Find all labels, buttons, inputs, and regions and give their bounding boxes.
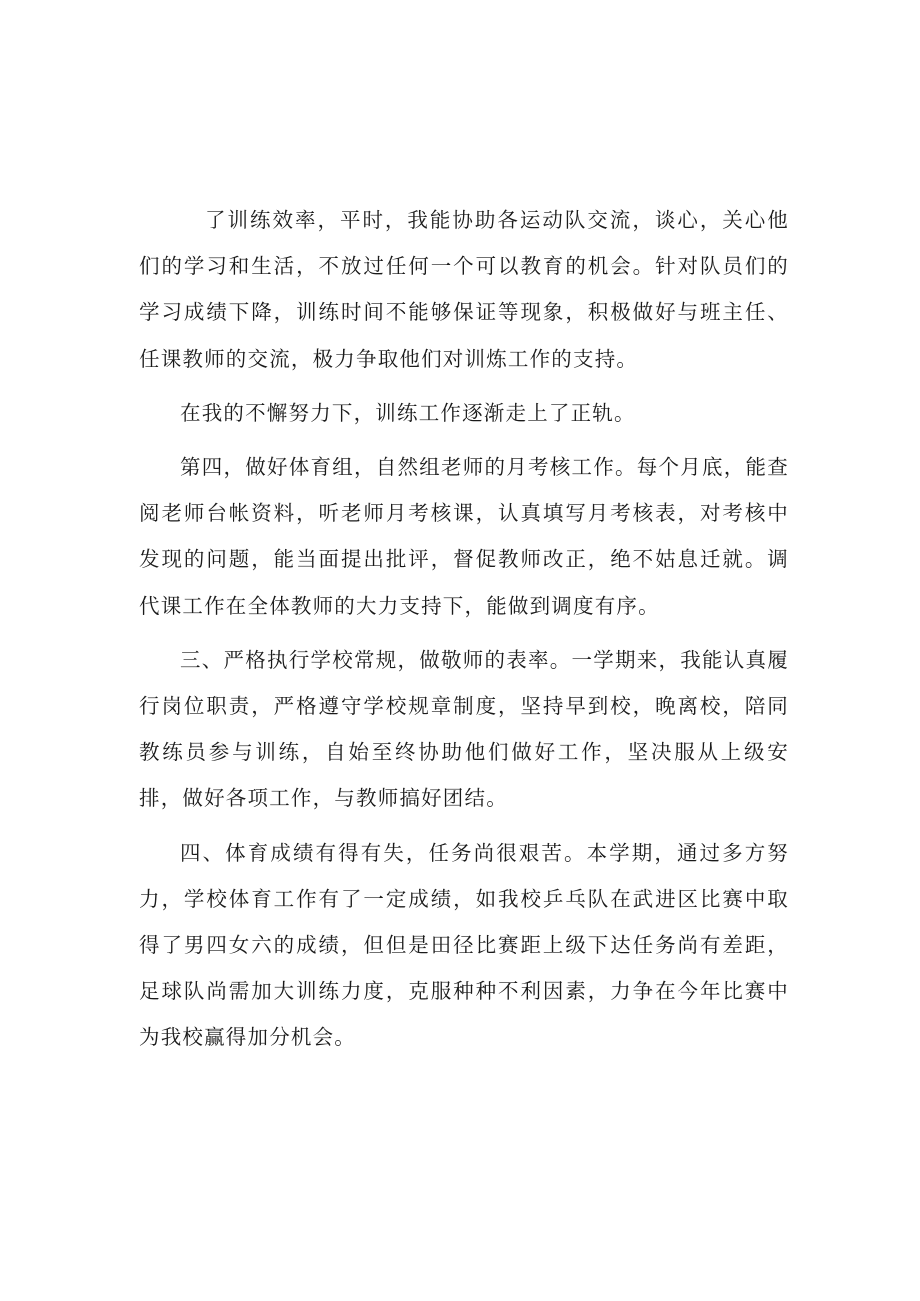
paragraph-training-on-track: 在我的不懈努力下，训练工作逐渐走上了正轨。 bbox=[180, 400, 636, 425]
paragraph-sports-results: 四、体育成绩有得有失，任务尚很艰苦。本学期，通过多方努力，学校体育工作有了一定成绩，如我校乒乓队在武进区比赛中取得了男四女六的成绩，但但是田径比赛距上级下达任务尚有差距，足球队尚需加大训练力度，克服种种不利因素，力争在今年比赛中为我校赢得加分机会。 bbox=[139, 840, 789, 1050]
document-body bbox=[139, 197, 789, 1061]
paragraph-monthly-assessment: 第四，做好体育组，自然组老师的月考核工作。每个月底，能查阅老师台帐资料，听老师月考核课，认真填写月考核表，对考核中发现的问题，能当面提出批评，督促教师改正，绝不姑息迁就。调代课工作在全体教师的大力支持下，能做到调度有序。 bbox=[139, 455, 789, 618]
paragraph-training-efficiency: 了训练效率，平时，我能协助各运动队交流，谈心，关心他们的学习和生活，不放过任何一个可以教育的机会。针对队员们的学习成绩下降，训练时间不能够保证等现象，积极做好与班主任、任课教师的交流，极力争取他们对训炼工作的支持。 bbox=[139, 208, 789, 371]
paragraph-school-rules: 三、严格执行学校常规，做敬师的表率。一学期来，我能认真履行岗位职责，严格遵守学校规章制度，坚持早到校，晚离校，陪同教练员参与训练，自始至终协助他们做好工作，坚决服从上级安排，做好各项工作，与教师搞好团结。 bbox=[139, 647, 789, 811]
